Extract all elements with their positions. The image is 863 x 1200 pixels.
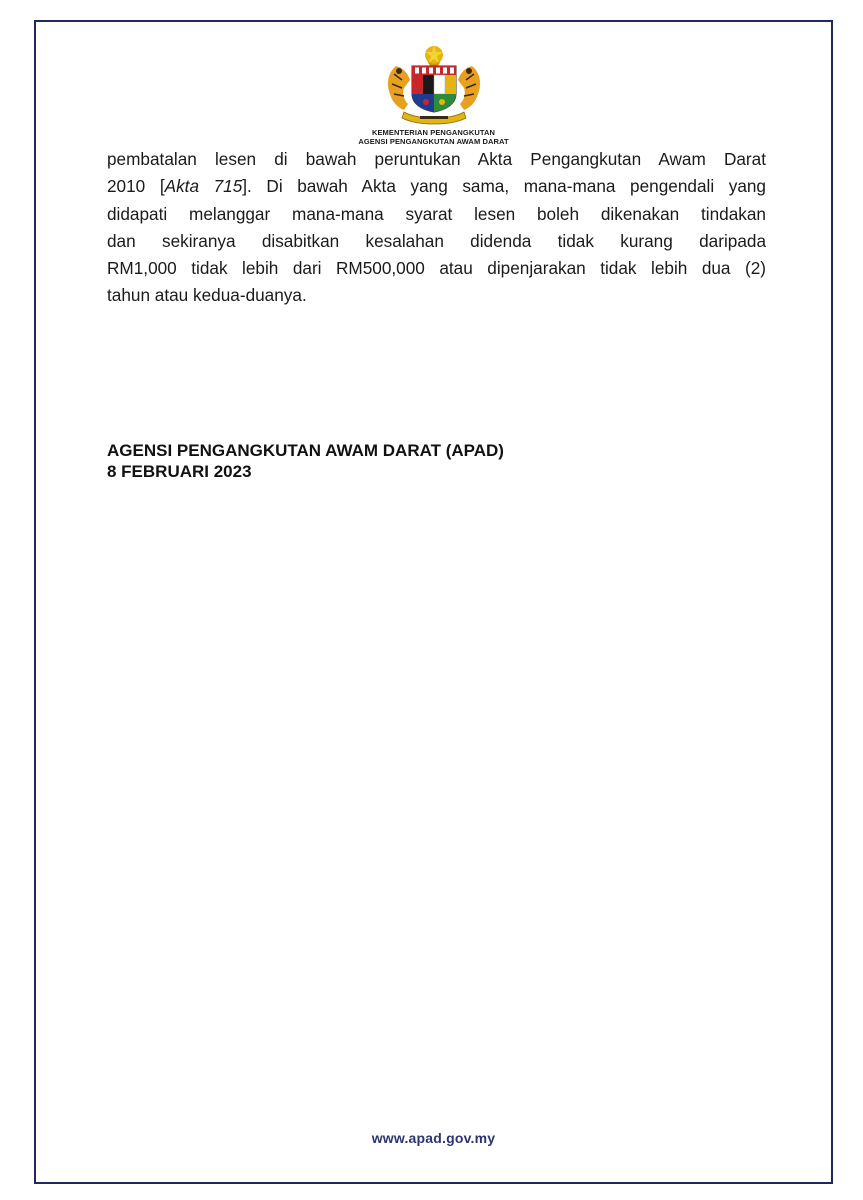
- body-line-3: didapati melanggar mana-mana syarat lesen boleh dikenakan tindakan: [107, 203, 766, 224]
- footer-website: www.apad.gov.my: [371, 1130, 496, 1146]
- signoff-date: 8 FEBRUARI 2023: [107, 462, 252, 481]
- malaysia-coat-of-arms-icon: [382, 44, 486, 128]
- body-line-4: dan sekiranya disabitkan kesalahan didenda tidak kurang daripada: [107, 230, 766, 251]
- signoff-block: [107, 440, 504, 482]
- body-line-6: tahun atau kedua-duanya.: [107, 285, 307, 306]
- letterhead: [36, 44, 831, 146]
- agency-name: AGENSI PENGANGKUTAN AWAM DARAT: [358, 137, 509, 146]
- ministry-name: KEMENTERIAN PENGANGKUTAN: [371, 128, 496, 137]
- document-page: [34, 20, 833, 1184]
- body-line-1: pembatalan lesen di bawah peruntukan Akta Pengangkutan Awam Darat: [107, 149, 766, 169]
- body-line-5: RM1,000 tidak lebih dari RM500,000 atau dipenjarakan tidak lebih dua (2): [107, 258, 766, 279]
- body-line-2-pre: 2010 [: [107, 176, 165, 197]
- act-reference: Akta 715: [164, 176, 243, 197]
- body-line-2: [107, 173, 766, 200]
- body-line-2-post: ]. Di bawah Akta yang sama, mana-mana pengendali yang: [242, 176, 766, 197]
- signoff-agency: AGENSI PENGANGKUTAN AWAM DARAT (APAD): [107, 441, 504, 460]
- body-paragraph: [107, 146, 766, 310]
